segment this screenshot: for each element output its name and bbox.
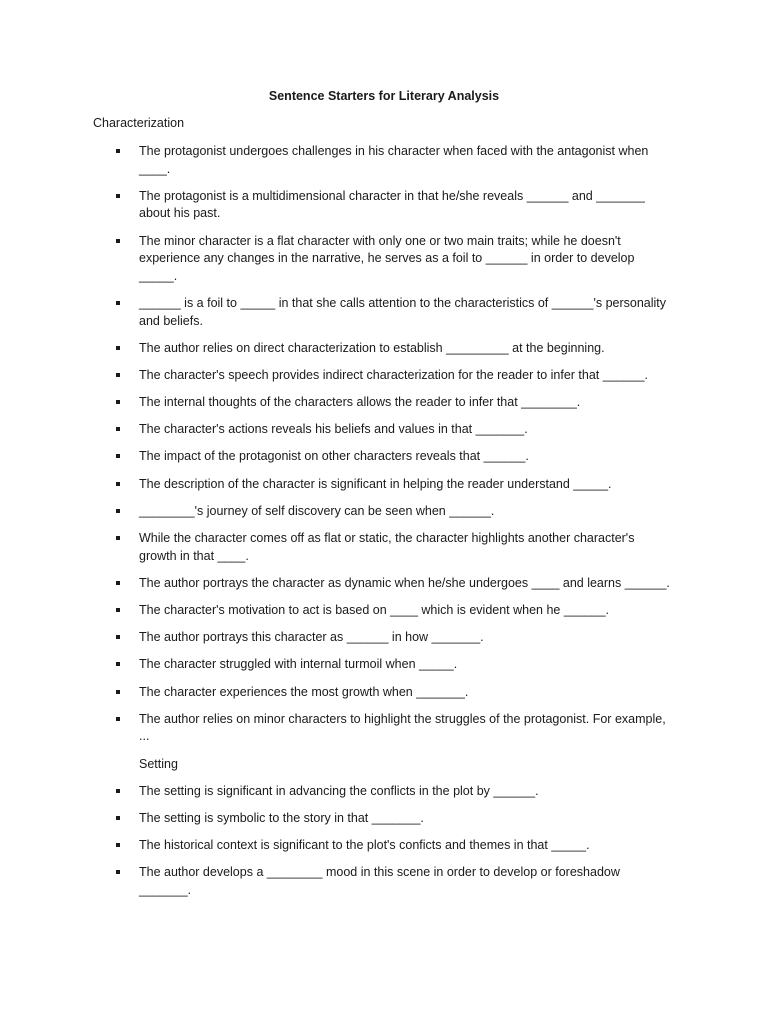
list-item xyxy=(0,684,768,702)
square-bullet-icon xyxy=(116,635,120,639)
square-bullet-icon xyxy=(116,843,120,847)
list-item-text: The impact of the protagonist on other characters reveals that ______. xyxy=(139,449,529,464)
section-heading-characterization: Characterization xyxy=(93,116,185,130)
list-item-text: While the character comes off as flat or static, the character highlights another character's growth in that ____. xyxy=(139,531,635,563)
list-item-text: ________'s journey of self discovery can be seen when ______. xyxy=(139,503,495,518)
square-bullet-icon xyxy=(116,608,120,612)
list-item-text: The character's motivation to act is based on ____ which is evident when he ______. xyxy=(139,603,610,617)
square-bullet-icon xyxy=(116,789,120,793)
square-bullet-icon xyxy=(116,427,120,431)
list-item xyxy=(0,837,768,855)
section-heading-setting xyxy=(0,756,768,774)
list-item-text: The author portrays this character as ______ in how _______. xyxy=(139,630,484,645)
square-bullet-icon xyxy=(116,346,120,350)
square-bullet-icon xyxy=(116,454,120,458)
list-item-text: The setting is significant in advancing the conflicts in the plot by ______. xyxy=(139,783,539,798)
square-bullet-icon xyxy=(116,194,120,198)
square-bullet-icon xyxy=(116,509,120,513)
square-bullet-icon xyxy=(116,717,120,721)
list-item-text: The author portrays the character as dynamic when he/she undergoes ____ and learns ______. xyxy=(139,575,670,590)
list-item-text: The setting is symbolic to the story in that _______. xyxy=(139,810,424,825)
section-heading-text: Setting xyxy=(139,756,178,771)
square-bullet-icon xyxy=(116,536,120,540)
list-item-text: The internal thoughts of the characters allows the reader to infer that ________. xyxy=(139,395,581,410)
list-item xyxy=(0,864,768,899)
list-item-text: The character's actions reveals his beliefs and values in that _______. xyxy=(139,422,528,437)
square-bullet-icon xyxy=(116,482,120,486)
list-item xyxy=(0,188,768,223)
list-item-text: The author relies on direct characterization to establish _________ at the beginning. xyxy=(139,340,605,355)
list-item xyxy=(0,656,768,674)
list-item xyxy=(0,476,768,494)
sentence-starter-list xyxy=(0,143,768,909)
list-item xyxy=(0,783,768,801)
list-item xyxy=(0,448,768,466)
list-item-text: The character struggled with internal turmoil when _____. xyxy=(139,657,458,672)
square-bullet-icon xyxy=(116,662,120,666)
list-item-text: The author develops a ________ mood in this scene in order to develop or foreshadow _______. xyxy=(139,865,620,897)
list-item-text: The character experiences the most growth when _______. xyxy=(139,684,469,699)
list-item-text: The character's speech provides indirect characterization for the reader to infer that ______. xyxy=(139,367,648,382)
list-item-text: The protagonist is a multidimensional character in that he/she reveals ______ and _______ about his past. xyxy=(139,188,645,221)
square-bullet-icon xyxy=(116,239,120,243)
list-item xyxy=(0,575,768,593)
list-item xyxy=(0,394,768,412)
square-bullet-icon xyxy=(116,870,120,874)
list-item xyxy=(0,233,768,286)
list-item xyxy=(0,530,768,565)
list-item xyxy=(0,503,768,521)
document-title: Sentence Starters for Literary Analysis xyxy=(268,89,500,103)
list-item-text: The protagonist undergoes challenges in his character when faced with the antagonist when ____. xyxy=(139,144,649,176)
list-item xyxy=(0,421,768,439)
list-item-text: The description of the character is significant in helping the reader understand _____. xyxy=(139,476,612,491)
list-item xyxy=(0,340,768,358)
square-bullet-icon xyxy=(116,816,120,820)
list-item xyxy=(0,602,768,620)
square-bullet-icon xyxy=(116,690,120,694)
list-item xyxy=(0,810,768,828)
list-item-text: ______ is a foil to _____ in that she calls attention to the characteristics of ______'s personality and beliefs. xyxy=(139,295,667,328)
list-item xyxy=(0,367,768,385)
list-item xyxy=(0,711,768,746)
list-item xyxy=(0,629,768,647)
list-item xyxy=(0,295,768,330)
square-bullet-icon xyxy=(116,149,120,153)
list-item-text: The historical context is significant to the plot's conficts and themes in that _____. xyxy=(139,838,590,853)
square-bullet-icon xyxy=(116,301,120,305)
square-bullet-icon xyxy=(116,373,120,377)
square-bullet-icon xyxy=(116,581,120,585)
list-item-text: The author relies on minor characters to highlight the struggles of the protagonist. For example, ... xyxy=(139,711,666,744)
square-bullet-icon xyxy=(116,400,120,404)
list-item xyxy=(0,143,768,178)
list-item-text: The minor character is a flat character with only one or two main traits; while he doesn't experience any changes in the narrative, he serves as a foil to ______ in order to develop _____. xyxy=(139,233,635,283)
